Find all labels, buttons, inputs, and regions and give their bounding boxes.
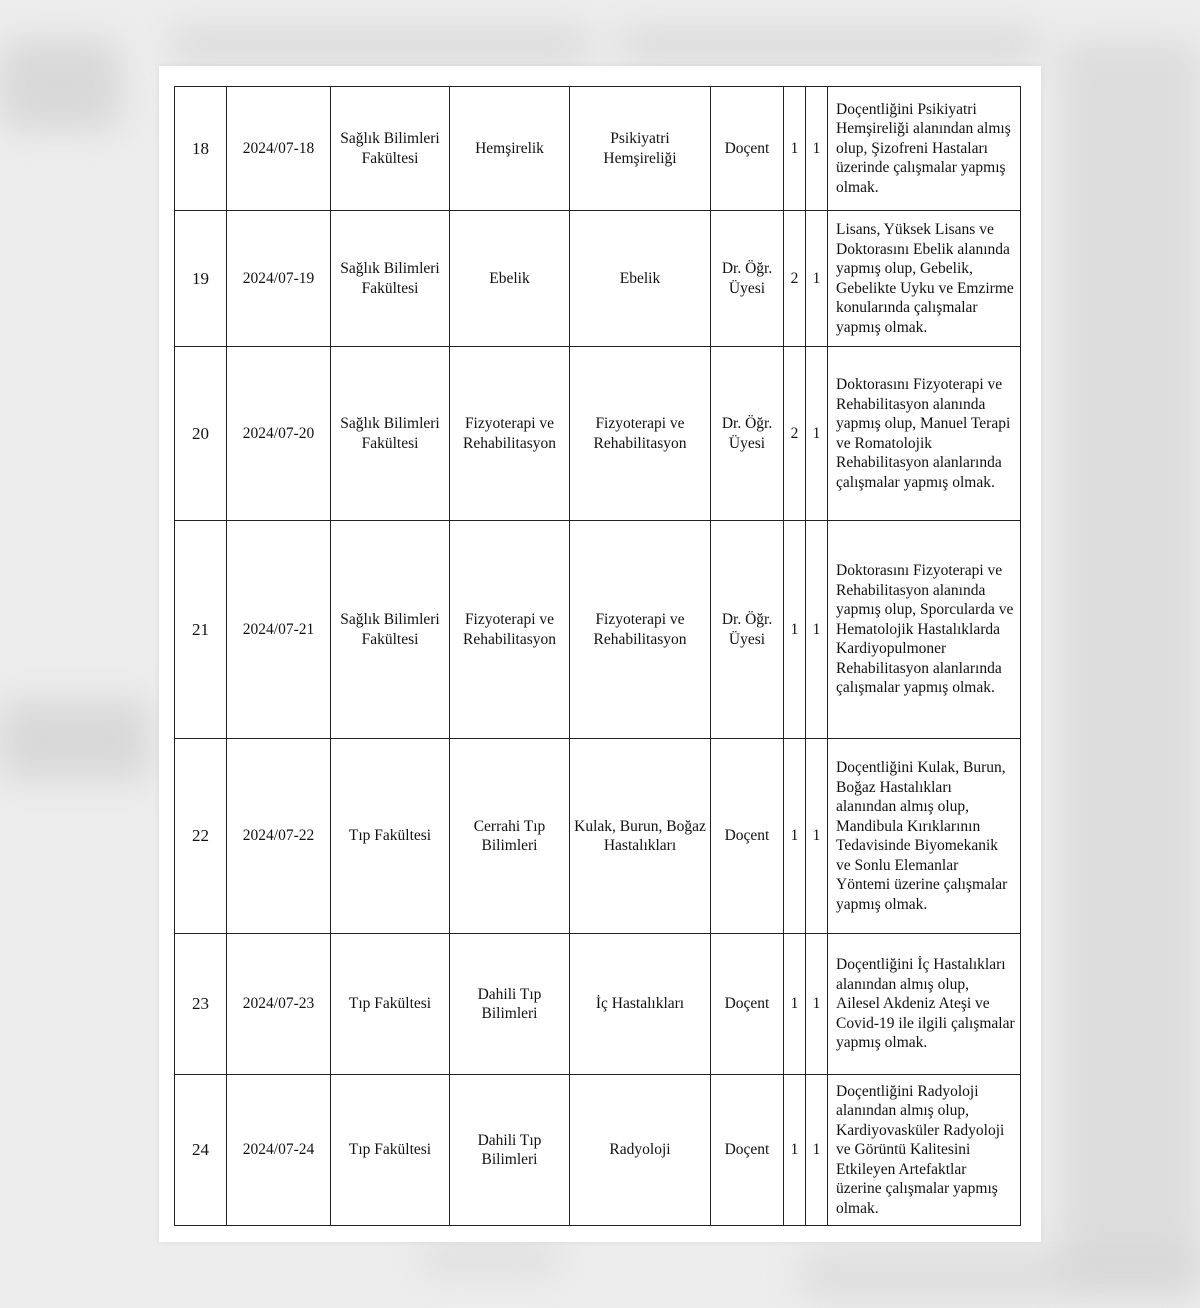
count-a: 1	[784, 87, 806, 211]
count-b: 1	[806, 1075, 828, 1226]
field-name: Ebelik	[570, 211, 711, 347]
position-code: 2024/07-22	[227, 739, 331, 934]
count-a: 2	[784, 347, 806, 521]
faculty-name: Sağlık Bilimleri Fakültesi	[331, 347, 450, 521]
field-name: Fizyoterapi ve Rehabilitasyon	[570, 347, 711, 521]
table-body	[175, 87, 1021, 1226]
count-b: 1	[806, 739, 828, 934]
row-number: 23	[175, 934, 227, 1075]
document-page	[159, 66, 1041, 1242]
academic-title: Dr. Öğr. Üyesi	[711, 211, 784, 347]
department-name: Cerrahi Tıp Bilimleri	[450, 739, 570, 934]
background-blur	[0, 700, 150, 780]
requirements-description: Doçentliğini Psikiyatri Hemşireliği alanından almış olup, Şizofreni Hastaları üzerinde çalışmalar yapmış olmak.	[828, 87, 1021, 211]
row-number: 19	[175, 211, 227, 347]
count-a: 1	[784, 521, 806, 739]
department-name: Fizyoterapi ve Rehabilitasyon	[450, 521, 570, 739]
faculty-name: Sağlık Bilimleri Fakültesi	[331, 211, 450, 347]
requirements-description: Lisans, Yüksek Lisans ve Doktorasını Ebelik alanında yapmış olup, Gebelik, Gebelikte Uyku ve Emzirme konularında çalışmalar yapmış olmak.	[828, 211, 1021, 347]
requirements-description: Doçentliğini İç Hastalıkları alanından almış olup, Ailesel Akdeniz Ateşi ve Covid-19 ile ilgili çalışmalar yapmış olmak.	[828, 934, 1021, 1075]
academic-title: Doçent	[711, 87, 784, 211]
requirements-description: Doçentliğini Radyoloji alanından almış olup, Kardiyovasküler Radyoloji ve Görüntü Kalitesini Etkileyen Artefaktlar üzerine çalışmalar yapmış olmak.	[828, 1075, 1021, 1226]
position-code: 2024/07-24	[227, 1075, 331, 1226]
table-row	[175, 1075, 1021, 1226]
count-b: 1	[806, 934, 828, 1075]
count-b: 1	[806, 87, 828, 211]
requirements-description: Doktorasını Fizyoterapi ve Rehabilitasyon alanında yapmış olup, Sporcularda ve Hematolojik Hastalıklarda Kardiyopulmoner Rehabilitasyon alanlarında çalışmalar yapmış olmak.	[828, 521, 1021, 739]
background-blur	[800, 1250, 1200, 1300]
background-blur	[620, 30, 1040, 60]
requirements-description: Doçentliğini Kulak, Burun, Boğaz Hastalıkları alanından almış olup, Mandibula Kırıklarının Tedavisinde Biyomekanik ve Sonlu Elemanlar Yöntemi üzerine çalışmalar yapmış olmak.	[828, 739, 1021, 934]
row-number: 18	[175, 87, 227, 211]
faculty-name: Sağlık Bilimleri Fakültesi	[331, 87, 450, 211]
table-row	[175, 521, 1021, 739]
count-b: 1	[806, 521, 828, 739]
academic-title: Doçent	[711, 934, 784, 1075]
academic-title: Doçent	[711, 1075, 784, 1226]
row-number: 22	[175, 739, 227, 934]
background-blur	[1060, 40, 1200, 1280]
academic-title: Doçent	[711, 739, 784, 934]
count-b: 1	[806, 347, 828, 521]
row-number: 21	[175, 521, 227, 739]
position-code: 2024/07-23	[227, 934, 331, 1075]
row-number: 24	[175, 1075, 227, 1226]
field-name: Psikiyatri Hemşireliği	[570, 87, 711, 211]
positions-table	[174, 86, 1021, 1226]
table-row	[175, 347, 1021, 521]
count-a: 1	[784, 934, 806, 1075]
department-name: Ebelik	[450, 211, 570, 347]
background-blur	[170, 30, 590, 60]
department-name: Dahili Tıp Bilimleri	[450, 934, 570, 1075]
position-code: 2024/07-21	[227, 521, 331, 739]
count-a: 2	[784, 211, 806, 347]
department-name: Hemşirelik	[450, 87, 570, 211]
academic-title: Dr. Öğr. Üyesi	[711, 347, 784, 521]
table-row	[175, 87, 1021, 211]
table-row	[175, 934, 1021, 1075]
faculty-name: Tıp Fakültesi	[331, 739, 450, 934]
field-name: Radyoloji	[570, 1075, 711, 1226]
field-name: İç Hastalıkları	[570, 934, 711, 1075]
faculty-name: Sağlık Bilimleri Fakültesi	[331, 521, 450, 739]
academic-title: Dr. Öğr. Üyesi	[711, 521, 784, 739]
position-code: 2024/07-19	[227, 211, 331, 347]
position-code: 2024/07-18	[227, 87, 331, 211]
department-name: Dahili Tıp Bilimleri	[450, 1075, 570, 1226]
position-code: 2024/07-20	[227, 347, 331, 521]
background-blur	[420, 1248, 560, 1270]
row-number: 20	[175, 347, 227, 521]
field-name: Fizyoterapi ve Rehabilitasyon	[570, 521, 711, 739]
faculty-name: Tıp Fakültesi	[331, 934, 450, 1075]
count-a: 1	[784, 739, 806, 934]
count-b: 1	[806, 211, 828, 347]
faculty-name: Tıp Fakültesi	[331, 1075, 450, 1226]
count-a: 1	[784, 1075, 806, 1226]
table-row	[175, 739, 1021, 934]
field-name: Kulak, Burun, Boğaz Hastalıkları	[570, 739, 711, 934]
requirements-description: Doktorasını Fizyoterapi ve Rehabilitasyon alanında yapmış olup, Manuel Terapi ve Romatolojik Rehabilitasyon alanlarında çalışmalar yapmış olmak.	[828, 347, 1021, 521]
table-row	[175, 211, 1021, 347]
background-blur	[0, 40, 120, 130]
department-name: Fizyoterapi ve Rehabilitasyon	[450, 347, 570, 521]
